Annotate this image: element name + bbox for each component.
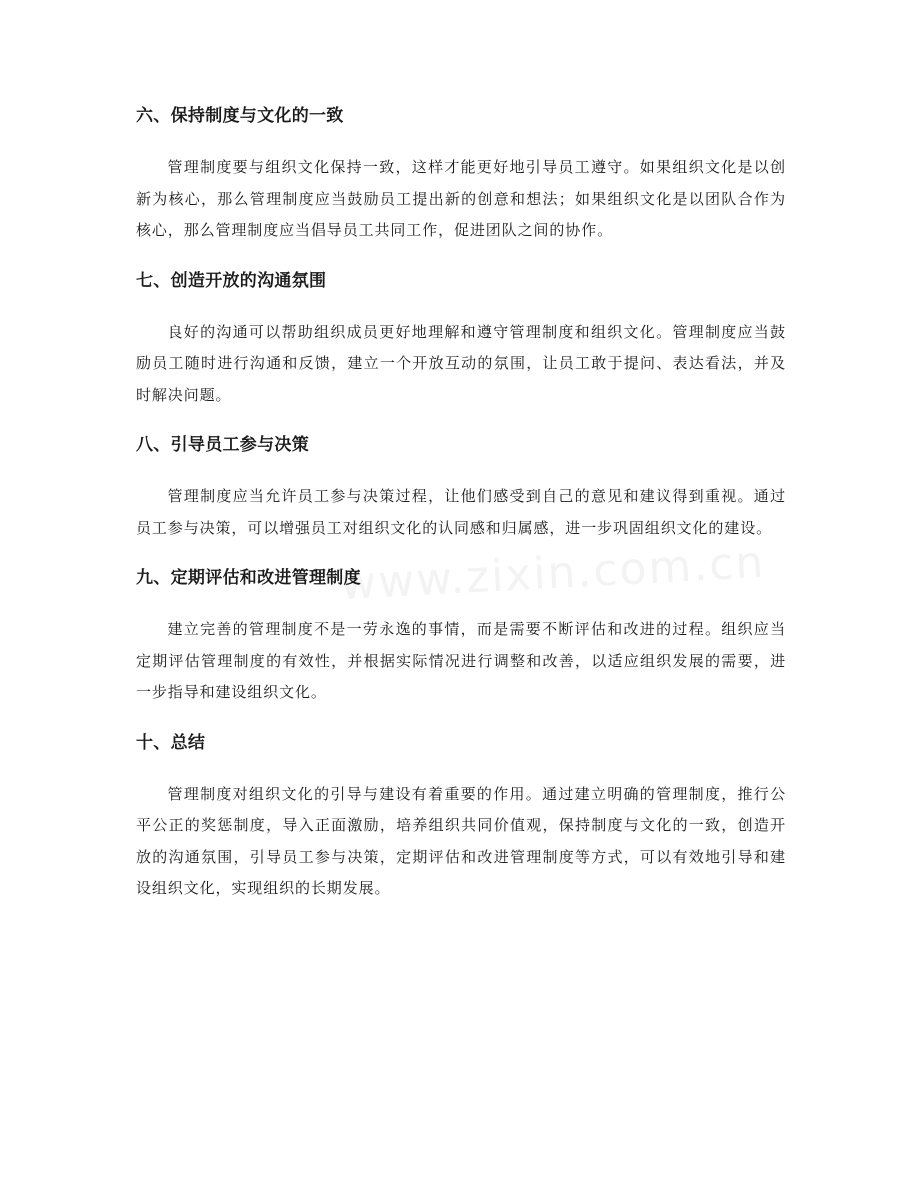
section-paragraph: 管理制度对组织文化的引导与建设有着重要的作用。通过建立明确的管理制度，推行公平公正的奖惩制度，导入正面激励，培养组织共同价值观，保持制度与文化的一致，创造开放的沟通氛围，引导员工参与决策，定期评估和改进管理制度等方式，可以有效地引导和建设组织文化，实现组织的长期发展。 (136, 784, 786, 897)
section-heading: 十、总结 (136, 732, 206, 753)
section-heading: 七、创造开放的沟通氛围 (136, 270, 327, 291)
section-6 (136, 104, 786, 247)
section-paragraph: 良好的沟通可以帮助组织成员更好地理解和遵守管理制度和组织文化。管理制度应当鼓励员工随时进行沟通和反馈，建立一个开放互动的氛围，让员工敢于提问、表达看法，并及时解决问题。 (136, 322, 786, 404)
section-paragraph: 管理制度应当允许员工参与决策过程，让他们感受到自己的意见和建议得到重视。通过员工参与决策，可以增强员工对组织文化的认同感和归属感，进一步巩固组织文化的建设。 (136, 487, 786, 537)
watermark: www.zixin.com.cn (338, 536, 767, 611)
section-7 (136, 269, 786, 412)
section-9 (136, 566, 786, 709)
section-heading: 八、引导员工参与决策 (136, 435, 309, 455)
section-8 (136, 433, 786, 544)
section-paragraph: 管理制度要与组织文化保持一致，这样才能更好地引导员工遵守。如果组织文化是以创新为核心，那么管理制度应当鼓励员工提出新的创意和想法；如果组织文化是以团队合作为核心，那么管理制度应当倡导员工共同工作，促进团队之间的协作。 (136, 158, 786, 239)
section-heading: 九、定期评估和改进管理制度 (136, 568, 361, 588)
section-10 (136, 731, 786, 905)
section-paragraph: 建立完善的管理制度不是一劳永逸的事情，而是需要不断评估和改进的过程。组织应当定期评估管理制度的有效性，并根据实际情况进行调整和改善，以适应组织发展的需要，进一步指导和建设组织文化。 (136, 620, 786, 701)
section-heading: 六、保持制度与文化的一致 (136, 106, 344, 126)
document-content (136, 104, 786, 927)
